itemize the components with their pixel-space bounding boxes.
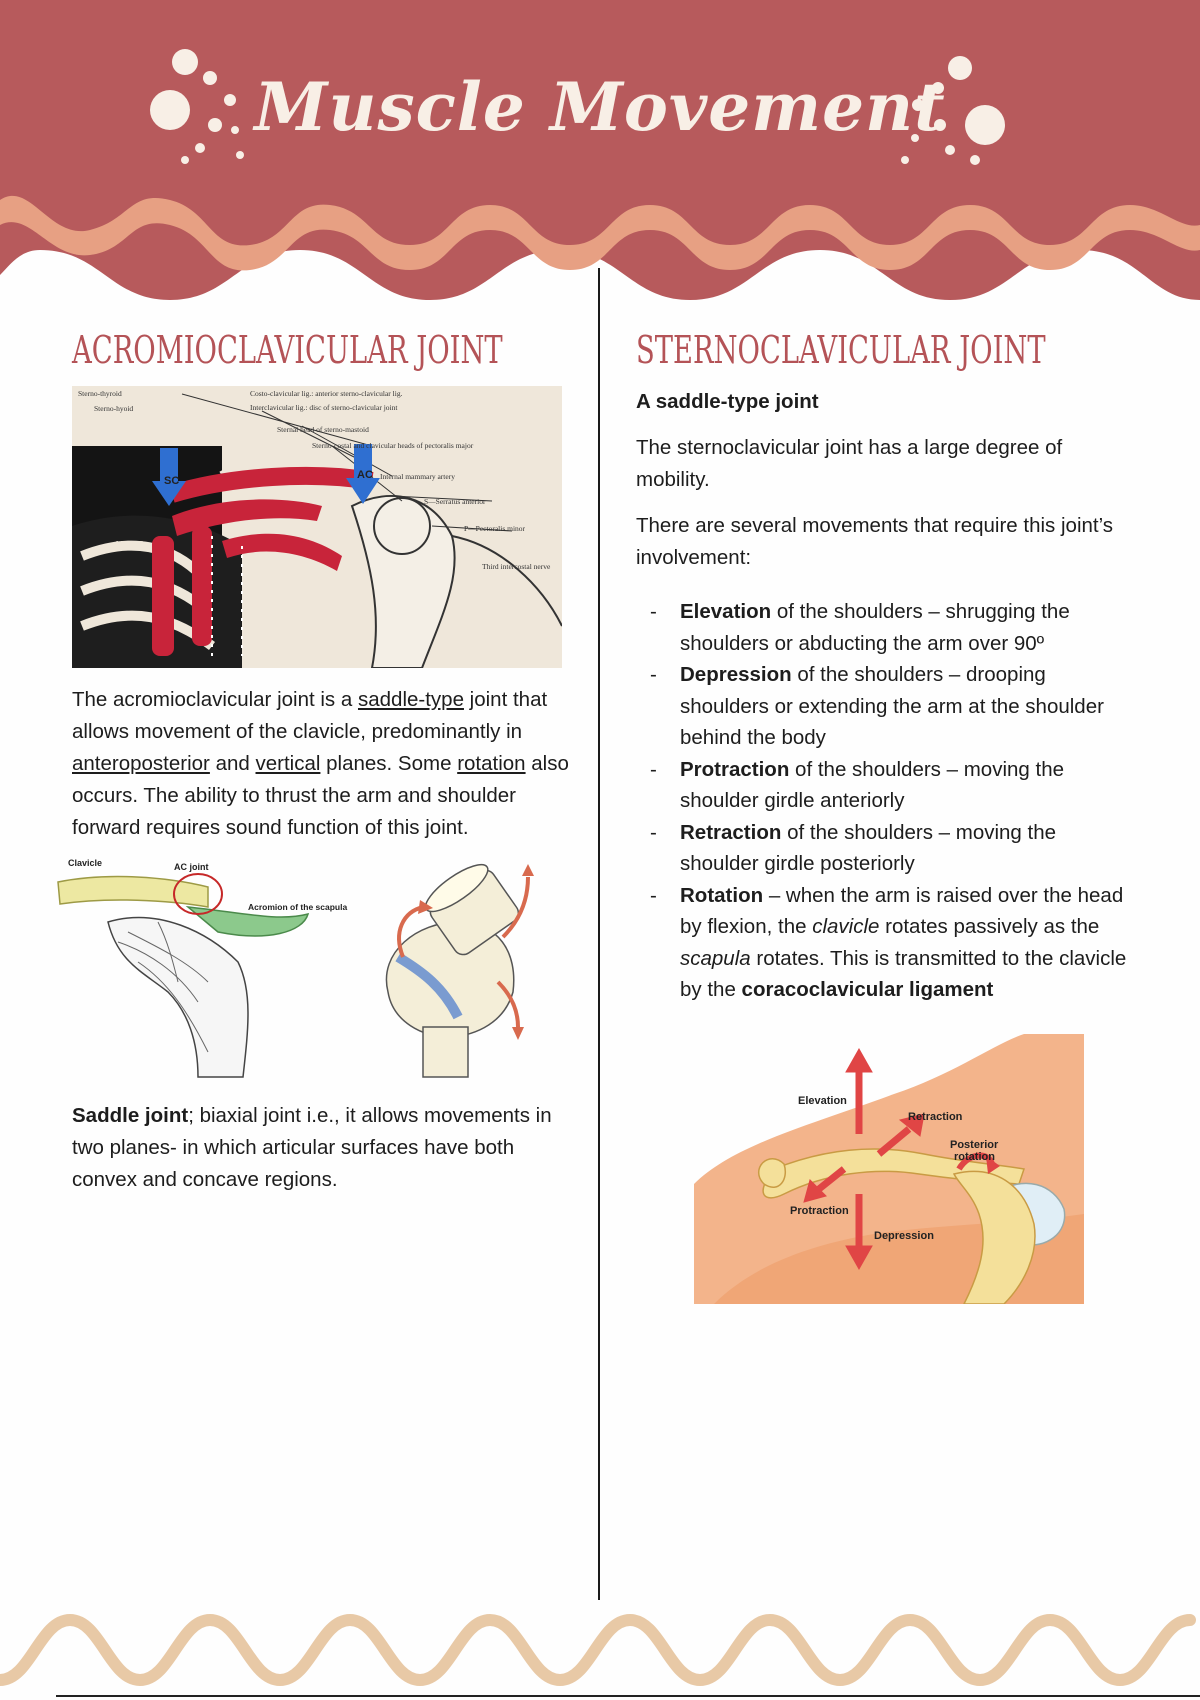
fig1-label: Internal mammary artery [380,472,455,481]
list-item: - Rotation – when the arm is raised over the head by flexion, the clavicle rotates passively as the scapula rotates. This is transmitted to the clavicle by the coracoclavicular ligament [650,883,1127,1001]
fig1-label: S—Serratus anterior [424,497,486,506]
sc-joint-subheading: A saddle-type joint [636,390,819,413]
footer-rule [56,1695,1200,1697]
list-item: - Protraction of the shoulders – moving the shoulder girdle anteriorly [650,757,1064,812]
movements-list [636,596,1136,1006]
fig1-label: Third intercostal nerve [482,562,551,571]
ac-joint-description: The acromioclavicular joint is a saddle-type joint that allows movement of the clavicle, predominantly in anteroposterior and vertical planes. Some rotation also occurs. The ability to thrust the arm and shoulder forward requires sound function of this joint. [72,688,569,839]
sc-label: SC [164,475,180,487]
sc-joint-mobility: The sternoclavicular joint has a large degree of mobility. [636,436,1063,491]
page-title: Muscle Movement [254,68,946,146]
acromion-label: Acromion of the scapula [248,902,348,912]
sc-joint-heading: STERNOCLAVICULAR JOINT [636,328,1046,372]
shoulder-movements-image [694,1034,1084,1304]
protraction-label: Protraction [790,1204,849,1217]
ac-joint-heading: ACROMIOCLAVICULAR JOINT [72,328,503,372]
saddle-joint-image [48,852,568,1082]
fig1-label: Sterno-thyroid [78,389,122,398]
saddle-joint-description: Saddle joint; biaxial joint i.e., it allows movements in two planes- in which articular surfaces have both convex and concave regions. [72,1104,552,1191]
ac-joint-label: AC joint [174,862,209,872]
posterior-rotation-label: rotation [954,1150,995,1163]
left-column [68,320,572,1196]
elevation-label: Elevation [798,1094,847,1107]
retraction-label: Retraction [908,1110,963,1123]
banner-waves [0,0,1200,320]
sc-joint-intro: There are several movements that require this joint’s involvement: [636,514,1114,569]
fig1-label: Sterno-costal and clavicular heads of pectoralis major [312,441,474,450]
ac-label: AC [357,469,373,481]
list-item: - Retraction of the shoulders – moving the shoulder girdle posteriorly [650,820,1057,875]
ac-joint-anatomy-image [72,386,562,668]
right-column [636,320,1136,1304]
list-item: - Elevation of the shoulders – shrugging the shoulders or abducting the arm over 90º [650,600,1070,655]
fig1-label: Interclavicular lig.: disc of sterno-clavicular joint [250,403,398,412]
fig1-label: Sternal head of sterno-mastoid [277,425,369,434]
posterior-rotation-label: Posterior [950,1138,999,1151]
list-item: - Depression of the shoulders – drooping shoulders or extending the arm at the shoulder behind the body [650,663,1104,749]
fig1-label: Sterno-hyoid [94,404,134,413]
header-banner [0,0,1200,320]
fig1-label: MANUB. [116,539,146,548]
clavicle-label: Clavicle [68,858,103,868]
depression-label: Depression [874,1229,934,1242]
fig1-label: P—Pectoralis minor [464,524,526,533]
fig1-label: Costo-clavicular lig.: anterior sterno-clavicular lig. [250,389,403,398]
saddle-joint-diagram [386,856,534,1077]
column-divider [598,268,600,1600]
footer-wave [0,1610,1200,1690]
